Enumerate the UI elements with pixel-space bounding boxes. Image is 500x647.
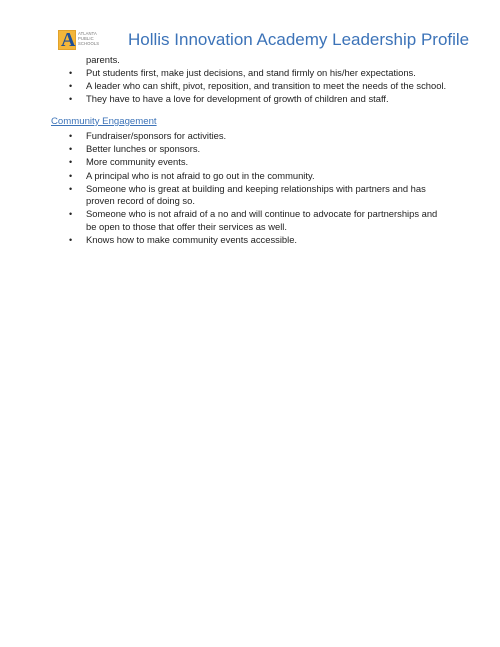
page-title: Hollis Innovation Academy Leadership Profile xyxy=(128,30,470,49)
list-item: • Better lunches or sponsors. xyxy=(69,143,201,155)
list-item: • Put students first, make just decisions, and stand firmly on his/her expectations. xyxy=(69,67,416,79)
bullet-icon: • xyxy=(69,234,73,245)
bullet-icon: • xyxy=(69,131,73,142)
bullet-icon: • xyxy=(69,209,73,220)
page-header xyxy=(58,28,478,54)
bullet-icon: • xyxy=(69,81,73,92)
list-item: • More community events. xyxy=(69,156,189,168)
list-item: • Someone who is great at building and keeping relationships with partners and has proven record of doing so. xyxy=(69,182,426,207)
atlanta-public-schools-logo xyxy=(58,30,104,52)
bullet-icon: • xyxy=(69,94,73,105)
logo-text: ATLANTA PUBLIC SCHOOLS xyxy=(78,31,100,47)
list-item: • Someone who is not afraid of a no and will continue to advocate for partnerships and be open to those that offer their services as well. xyxy=(69,208,438,232)
bullet-icon: • xyxy=(69,68,73,79)
list-item: • They have to have a love for development of growth of children and staff. xyxy=(69,93,389,105)
list-item: • A leader who can shift, pivot, reposition, and transition to meet the needs of the school. xyxy=(69,80,447,92)
community-engagement-list xyxy=(49,130,449,246)
continued-text: parents. xyxy=(86,54,120,65)
section-heading-community-engagement[interactable]: Community Engagement xyxy=(51,115,157,127)
logo-a-icon: A xyxy=(58,30,76,50)
bullet-icon: • xyxy=(69,144,73,155)
bullet-icon: • xyxy=(69,170,73,181)
bullet-icon: • xyxy=(69,157,73,168)
list-item: • A principal who is not afraid to go out in the community. xyxy=(69,169,315,181)
leadership-qualities-list xyxy=(49,67,449,106)
list-item: • Fundraiser/sponsors for activities. xyxy=(69,130,227,142)
list-item: • Knows how to make community events accessible. xyxy=(69,233,298,245)
bullet-icon: • xyxy=(69,183,73,194)
document-body xyxy=(49,54,449,247)
